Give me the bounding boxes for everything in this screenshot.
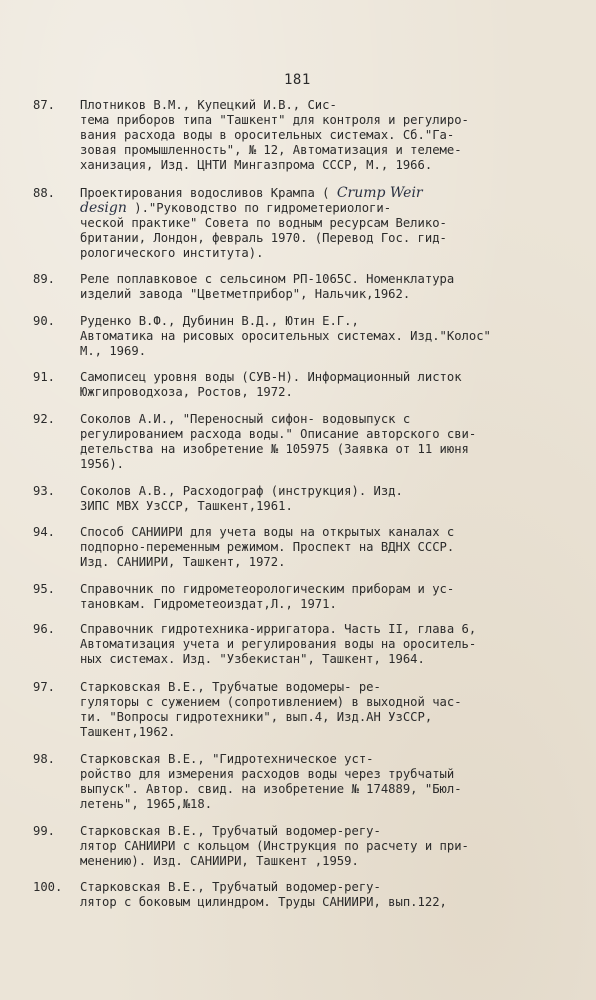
entry-line: Ташкент,1962. — [80, 725, 176, 739]
entry-line — [80, 201, 572, 216]
entry-line: Изд. САНИИРИ, Ташкент, 1972. — [80, 555, 286, 569]
entry-number: 97. — [33, 680, 56, 694]
entry-line: гуляторы с сужением (сопротивлением) в выходной час- — [80, 695, 462, 709]
entry-line: Старковская В.Е., Трубчатый водомер-регу- — [80, 880, 381, 894]
entry-text — [80, 680, 572, 740]
entry-number: 94. — [33, 525, 56, 539]
entry-line: Автоматика на рисовых оросительных системах. Изд."Колос" — [80, 329, 491, 343]
entry-line — [80, 186, 572, 201]
entry-number: 92. — [33, 412, 56, 426]
entry-line: ческой практике" Совета по водным ресурсам Велико- — [80, 216, 447, 230]
entry-line-start: Проектирования водосливов Крампа ( — [80, 186, 337, 200]
entry-line: ЗИПС МВХ УзССР, Ташкент,1961. — [80, 499, 293, 513]
entry-text — [80, 525, 572, 570]
entry-line: ных системах. Изд. "Узбекистан", Ташкент, 1964. — [80, 652, 425, 666]
entry-line: подпорно-переменным режимом. Проспект на ВДНХ СССР. — [80, 540, 455, 554]
entry-text — [80, 314, 572, 359]
entry-line: изделий завода "Цветметприбор", Нальчик,1962. — [80, 287, 411, 301]
entry-line: Соколов А.В., Расходограф (инструкция). Изд. — [80, 484, 403, 498]
entry-number: 93. — [33, 484, 56, 498]
entry-number: 95. — [33, 582, 56, 596]
entry-line: лятор САНИИРИ с кольцом (Инструкция по расчету и при- — [80, 839, 469, 853]
entry-line: Руденко В.Ф., Дубинин В.Д., Ютин Е.Г., — [80, 314, 359, 328]
entry-line: ти. "Вопросы гидротехники", вып.4, Изд.АН УзССР, — [80, 710, 433, 724]
entry-text — [80, 582, 572, 612]
entry-number: 91. — [33, 370, 56, 384]
entry-line: М., 1969. — [80, 344, 147, 358]
entry-text — [80, 412, 572, 472]
entry-line: ройство для измерения расходов воды через трубчатый — [80, 767, 455, 781]
handwritten-note: design — [80, 200, 127, 216]
entry-line: Старковская В.Е., "Гидротехническое уст- — [80, 752, 374, 766]
entry-line: рологического института). — [80, 246, 264, 260]
entry-line: британии, Лондон, февраль 1970. (Перевод Гос. гид- — [80, 231, 447, 245]
handwritten-note: Crump Weir — [336, 185, 423, 201]
entry-number: 88. — [33, 186, 56, 200]
entry-number: 99. — [33, 824, 56, 838]
entry-line: 1956). — [80, 457, 125, 471]
entry-line: Старковская В.Е., Трубчатый водомер-регу- — [80, 824, 381, 838]
entry-line-rest: )."Руководство по гидрометериологи- — [126, 201, 392, 215]
entry-line: тановкам. Гидрометеоиздат,Л., 1971. — [80, 597, 337, 611]
entry-text — [80, 272, 572, 302]
entry-line: Автоматизация учета и регулирования воды на ороситель- — [80, 637, 477, 651]
entry-text — [80, 752, 572, 812]
entry-line: менению). Изд. САНИИРИ, Ташкент ,1959. — [80, 854, 359, 868]
entry-line: выпуск". Автор. свид. на изобретение № 174889, "Бюл- — [80, 782, 462, 796]
entry-line: ханизация, Изд. ЦНТИ Мингазпрома СССР, М., 1966. — [80, 158, 433, 172]
entry-line: летень", 1965,№18. — [80, 797, 213, 811]
entry-line: вания расхода воды в оросительных системах. Сб."Га- — [80, 128, 455, 142]
entry-text — [80, 370, 572, 400]
entry-line: Справочник по гидрометеорологическим приборам и ус- — [80, 582, 455, 596]
entry-line: Способ САНИИРИ для учета воды на открытых каналах с — [80, 525, 455, 539]
entry-line: регулированием расхода воды." Описание авторского сви- — [80, 427, 477, 441]
entry-line: Реле поплавковое с сельсином РП-1065С. Номенклатура — [80, 272, 455, 286]
entry-line: Плотников В.М., Купецкий И.В., Сис- — [80, 98, 337, 112]
entry-line: детельства на изобретение № 105975 (Заявка от 11 июня — [80, 442, 469, 456]
entry-text — [80, 186, 572, 261]
entry-line: Южгипроводхоза, Ростов, 1972. — [80, 385, 293, 399]
entry-number: 98. — [33, 752, 56, 766]
entry-line: зовая промышленность", № 12, Автоматизация и телеме- — [80, 143, 462, 157]
entry-line: Самописец уровня воды (СУВ-Н). Информационный листок — [80, 370, 462, 384]
entry-text — [80, 880, 572, 910]
entry-text — [80, 824, 572, 869]
entry-number: 90. — [33, 314, 56, 328]
entry-number: 100. — [33, 880, 63, 894]
entry-number: 89. — [33, 272, 56, 286]
entry-line: Старковская В.Е., Трубчатые водомеры- ре- — [80, 680, 381, 694]
entry-text — [80, 98, 572, 173]
entry-number: 87. — [33, 98, 56, 112]
entry-number: 96. — [33, 622, 56, 636]
entry-line: тема приборов типа "Ташкент" для контроля и регулиро- — [80, 113, 469, 127]
entry-line: лятор с боковым цилиндром. Труды САНИИРИ, вып.122, — [80, 895, 447, 909]
page-number: 181 — [284, 72, 311, 88]
entry-text — [80, 484, 572, 514]
entry-line: Соколов А.И., "Переносный сифон- водовыпуск с — [80, 412, 411, 426]
entry-text — [80, 622, 572, 667]
entry-line: Справочник гидротехника-ирригатора. Часть II, глава 6, — [80, 622, 477, 636]
